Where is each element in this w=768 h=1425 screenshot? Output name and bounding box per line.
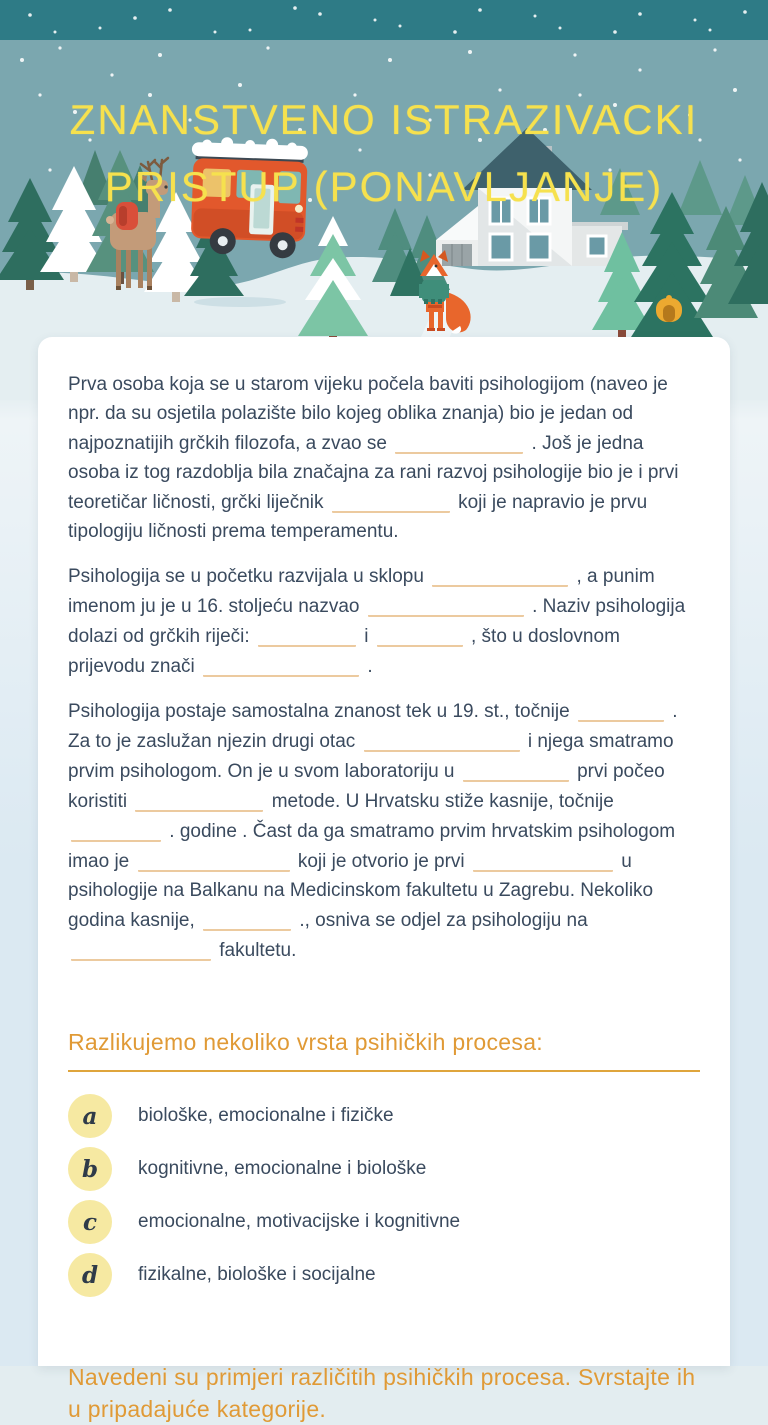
choice-options-list <box>68 1094 700 1297</box>
paragraph-text: . Još je jedna osoba iz tog razdoblja bila značajna za rani razvoj psihologije bio je i prvi teoretičar ličnosti, grčki liječnik <box>68 433 679 513</box>
fill-in-paragraph-3 <box>68 696 700 965</box>
paragraph-text: fakultetu. <box>219 940 297 961</box>
paragraph-text: Psihologija postaje samostalna znanost tek u 19. st., točnije <box>68 701 575 722</box>
paragraph-text: , a punim imenom ju je u 16. stoljeću nazvao <box>68 566 655 617</box>
fill-in-paragraph-2 <box>68 561 700 681</box>
option-label: fizikalne, biološke i socijalne <box>138 1264 376 1285</box>
paragraph-text: metode. U Hrvatsku stiže kasnije, točnije <box>271 791 614 812</box>
option-letter-badge[interactable]: d <box>68 1253 112 1297</box>
fill-in-blank-input[interactable] <box>473 851 613 872</box>
heading-divider <box>68 1070 700 1072</box>
categorize-heading: Navedeni su primjeri različitih psihičkih procesa. Svrstajte ih u pripadajuće kategorije. <box>68 1364 696 1422</box>
paragraph-text: i <box>364 626 374 647</box>
fill-in-blank-input[interactable] <box>203 656 359 677</box>
fill-in-blank-input[interactable] <box>332 492 450 513</box>
fill-in-blank-input[interactable] <box>138 851 290 872</box>
paragraph-text: . godine . Čast da ga smatramo prvim hrvatskim psihologom imao je <box>68 821 676 872</box>
paragraph-text: ., osniva se odjel za psihologiju na <box>299 910 588 931</box>
page-title-line2: PRISTUP (PONAVLJANJE) <box>104 163 664 210</box>
fill-in-blank-input[interactable] <box>364 731 520 752</box>
fill-in-blank-input[interactable] <box>432 566 568 587</box>
paragraph-text: . Za to je zaslužan njezin drugi otac <box>68 701 678 752</box>
fill-in-blank-input[interactable] <box>377 626 463 647</box>
paragraph-text: Psihologija se u početku razvijala u sklopu <box>68 566 430 587</box>
fill-in-blank-input[interactable] <box>203 910 291 931</box>
fill-in-paragraph-1 <box>68 370 700 546</box>
paragraph-text: . Naziv psihologija dolazi od grčkih riječi: <box>68 596 686 647</box>
page-title-line1: ZNANSTVENO ISTRAZIVACKI <box>69 96 699 143</box>
choice-option-a[interactable] <box>68 1094 700 1138</box>
option-letter-badge[interactable]: c <box>68 1200 112 1244</box>
fill-in-blank-input[interactable] <box>135 791 263 812</box>
fill-in-blank-input[interactable] <box>395 433 523 454</box>
paragraph-text: u psihologije na Balkanu na Medicinskom fakultetu u Zagrebu. Nekoliko godina kasnije, <box>68 851 654 931</box>
worksheet-card <box>38 337 730 1422</box>
option-letter-badge[interactable]: b <box>68 1147 112 1191</box>
option-letter-badge[interactable]: a <box>68 1094 112 1138</box>
option-label: kognitivne, emocionalne i biološke <box>138 1158 427 1179</box>
choice-option-d[interactable] <box>68 1253 700 1297</box>
fill-in-blank-input[interactable] <box>71 940 211 961</box>
header-top-band <box>0 0 768 40</box>
paragraph-text: koji je otvorio je prvi <box>297 851 470 872</box>
paragraph-text: Prva osoba koja se u starom vijeku počela baviti psihologijom (naveo je npr. da su osjetila polazište bilo kojeg oblika znanja) bio je jedan od najpoznatijih grčkih filozofa, a zvao se <box>68 374 668 454</box>
fill-in-blank-input[interactable] <box>258 626 356 647</box>
option-label: emocionalne, motivacijske i kognitivne <box>138 1211 461 1232</box>
fill-in-blank-input[interactable] <box>463 761 569 782</box>
fill-in-blank-input[interactable] <box>71 821 161 842</box>
choice-option-c[interactable] <box>68 1200 700 1244</box>
question-heading: Razlikujemo nekoliko vrsta psihičkih procesa: <box>68 1029 543 1055</box>
paragraph-text: i njega smatramo prvim psihologom. On je u svom laboratoriju u <box>68 731 674 782</box>
paragraph-text: koji je napravio je prvu tipologiju ličnosti prema temperamentu. <box>68 492 648 542</box>
option-label: biološke, emocionalne i fizičke <box>138 1105 394 1126</box>
fill-in-blank-input[interactable] <box>578 701 664 722</box>
paragraph-text: prvi počeo koristiti <box>68 761 665 812</box>
fill-in-blank-input[interactable] <box>368 596 524 617</box>
paragraph-text: . <box>367 656 373 677</box>
paragraph-text: , što u doslovnom prijevodu znači <box>68 626 620 677</box>
choice-option-b[interactable] <box>68 1147 700 1191</box>
